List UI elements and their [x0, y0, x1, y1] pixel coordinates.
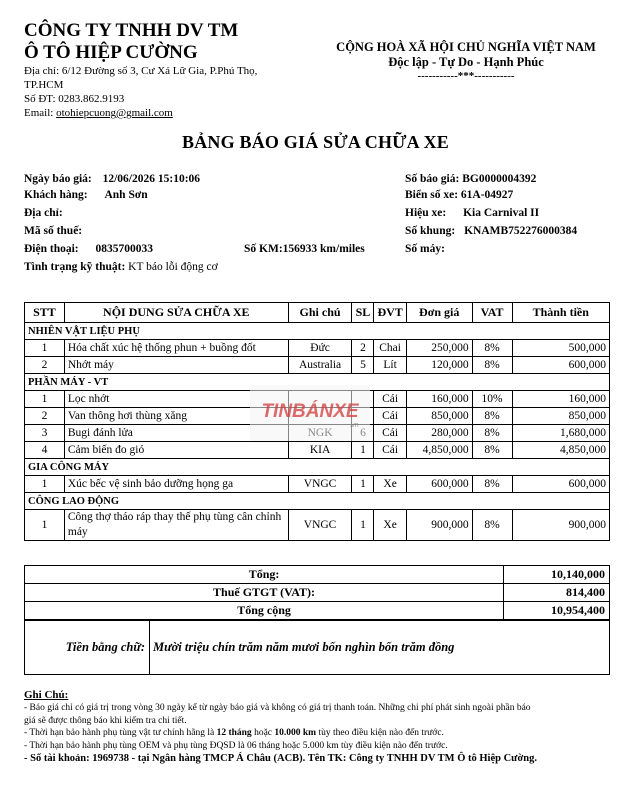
chassis-value: KNAMB752276000384 — [464, 225, 578, 237]
table-row — [25, 340, 610, 357]
notes-line3-c: hoặc — [251, 728, 275, 738]
info-plate — [405, 186, 513, 205]
cell-content: Nhớt máy — [64, 357, 288, 374]
phone-value: 0835700033 — [95, 243, 153, 255]
company-address-line2: TP.HCM — [24, 79, 64, 91]
company-name-line2: Ô TÔ HIỆP CƯỜNG — [24, 42, 198, 63]
header-content: NỘI DUNG SỬA CHỮA XE — [64, 303, 288, 323]
cell-content: Xúc bếc vệ sinh bảo dưỡng họng ga — [64, 476, 288, 493]
date-label: Ngày báo giá: — [24, 173, 92, 185]
watermark-sub: .vn — [349, 422, 359, 429]
cell-vat: 8% — [472, 510, 512, 541]
notes-title: Ghi Chú: — [24, 689, 69, 701]
group-name: NHIÊN VẬT LIỆU PHỤ — [25, 323, 610, 340]
cell-unit: Xe — [374, 510, 406, 541]
national-motto — [326, 40, 606, 82]
info-km — [244, 240, 365, 259]
notes-line4: - Thời hạn bảo hành phụ tùng OEM và phụ tùng ĐQSD là 06 tháng hoặc 5.000 km tùy điều kiện nào đến trước. — [24, 740, 448, 751]
document-title: BẢNG BÁO GIÁ SỬA CHỮA XE — [182, 132, 449, 152]
chassis-label: Số khung: — [405, 225, 456, 237]
table-row — [25, 357, 610, 374]
cell-vat: 8% — [472, 425, 512, 442]
cell-amount: 1,680,000 — [512, 425, 610, 442]
cell-content: Công thợ tháo ráp thay thế phụ tùng cân chỉnh máy — [64, 510, 288, 541]
cell-note: Đức — [288, 340, 352, 357]
table-row — [25, 476, 610, 493]
company-address-line1: Địa chỉ: 6/12 Đường số 3, Cư Xá Lữ Gia, P.Phú Thọ, — [24, 65, 258, 77]
nation-line1: CỘNG HOÀ XÃ HỘI CHỦ NGHĨA VIỆT NAM — [336, 40, 596, 54]
engine-label: Số máy: — [405, 243, 445, 255]
cell-qty: 1 — [352, 510, 374, 541]
condition-label: Tình trạng kỹ thuật: — [24, 261, 126, 273]
info-customer — [24, 186, 148, 205]
company-phone: Số ĐT: 0283.862.9193 — [24, 93, 125, 105]
notes-line3 — [24, 727, 614, 740]
phone-label: Điện thoại: — [24, 243, 79, 255]
words-label: Tiền bằng chữ: — [25, 621, 150, 674]
cell-vat: 8% — [472, 476, 512, 493]
cell-note: KIA — [288, 442, 352, 459]
cell-price: 900,000 — [406, 510, 472, 541]
notes-line3-a: - Thời hạn bảo hành phụ tùng vật tư chính hãng là — [24, 728, 217, 738]
cell-content: Hóa chất xúc hệ thống phun + buồng đốt — [64, 340, 288, 357]
watermark-text: TINBÁNXE — [261, 401, 359, 422]
cell-stt: 2 — [25, 357, 65, 374]
notes-line1: - Báo giá chỉ có giá trị trong vòng 30 ngày kể từ ngày báo giá và không có giá trị thanh toán. Những chi phí phát sinh ngoài phần báo — [24, 703, 531, 713]
cell-price: 600,000 — [406, 476, 472, 493]
tax-label: Mã số thuế: — [24, 225, 83, 237]
table-row — [25, 510, 610, 541]
cell-unit: Lít — [374, 357, 406, 374]
cell-qty: 1 — [352, 442, 374, 459]
company-name-line1: CÔNG TY TNHH DV TM — [24, 20, 239, 41]
cell-content: Cảm biến đo gió — [64, 442, 288, 459]
notes-line3-e: tùy theo điều kiện nào đến trước. — [316, 728, 444, 738]
cell-amount: 160,000 — [512, 391, 610, 408]
cell-vat: 8% — [472, 357, 512, 374]
cell-vat: 8% — [472, 408, 512, 425]
cell-vat: 10% — [472, 391, 512, 408]
subtotal-label: Tổng: — [25, 566, 504, 584]
cell-amount: 4,850,000 — [512, 442, 610, 459]
group-name: GIA CÔNG MÁY — [25, 459, 610, 476]
amount-in-words — [24, 620, 610, 675]
header-vat: VAT — [472, 303, 512, 323]
customer-label: Khách hàng: — [24, 189, 88, 201]
cell-stt: 1 — [25, 391, 65, 408]
plate-value: 61A-04927 — [460, 189, 514, 201]
cell-unit: Cái — [374, 391, 406, 408]
header-unit: ĐVT — [374, 303, 406, 323]
info-tax — [24, 222, 82, 241]
km-value: Số KM:156933 km/miles — [244, 243, 365, 255]
customer-value: Anh Sơn — [104, 189, 148, 201]
notes-line2: giá sẽ được thông báo khi kiểm tra chi tiết. — [24, 715, 187, 726]
table-row — [25, 442, 610, 459]
company-email — [24, 106, 324, 120]
bank-account: - Số tài khoản: 1969738 - tại Ngân hàng TMCP Á Châu (ACB). Tên TK: Công ty TNHH DV TM Ô tô Hiệp Cường. — [24, 753, 537, 764]
vat-label: Thuế GTGT (VAT): — [25, 584, 504, 602]
group-name: CÔNG LAO ĐỘNG — [25, 493, 610, 510]
vat-value: 814,400 — [504, 584, 610, 602]
cell-content: Van thông hơi thùng xăng — [64, 408, 288, 425]
cell-stt: 2 — [25, 408, 65, 425]
info-engine — [405, 240, 445, 259]
cell-price: 850,000 — [406, 408, 472, 425]
cell-stt: 1 — [25, 510, 65, 541]
grand-total-value: 10,954,400 — [504, 602, 610, 620]
cell-unit: Xe — [374, 476, 406, 493]
email-link[interactable]: otohiepcuong@gmail.com — [56, 107, 173, 119]
cell-qty: 1 — [352, 476, 374, 493]
group-row — [25, 493, 610, 510]
cell-note: VNGC — [288, 510, 352, 541]
cell-vat: 8% — [472, 442, 512, 459]
cell-price: 250,000 — [406, 340, 472, 357]
nation-line2: Độc lập - Tự Do - Hạnh Phúc — [388, 55, 544, 69]
quote-no-label: Số báo giá: — [405, 173, 460, 185]
info-phone — [24, 240, 153, 259]
cell-unit: Cái — [374, 425, 406, 442]
cell-amount: 500,000 — [512, 340, 610, 357]
cell-stt: 1 — [25, 340, 65, 357]
cell-note: Australia — [288, 357, 352, 374]
cell-qty: 5 — [352, 357, 374, 374]
info-chassis — [405, 222, 577, 241]
header-amount: Thành tiền — [512, 303, 610, 323]
table-header-row — [25, 303, 610, 323]
quote-no-value: BG0000004392 — [462, 173, 537, 185]
cell-content: Bugi đánh lửa — [64, 425, 288, 442]
cell-note: VNGC — [288, 476, 352, 493]
date-value: 12/06/2026 15:10:06 — [102, 173, 201, 185]
cell-qty: 2 — [352, 340, 374, 357]
cell-amount: 900,000 — [512, 510, 610, 541]
model-label: Hiệu xe: — [405, 207, 447, 219]
company-header — [24, 20, 324, 120]
nation-line3: -----------***----------- — [417, 70, 515, 82]
cell-content: Lọc nhớt — [64, 391, 288, 408]
cell-amount: 600,000 — [512, 476, 610, 493]
notes-line3-b: 12 tháng — [216, 728, 252, 738]
cell-stt: 3 — [25, 425, 65, 442]
cell-price: 280,000 — [406, 425, 472, 442]
group-row — [25, 459, 610, 476]
cell-unit: Cái — [374, 408, 406, 425]
cell-stt: 1 — [25, 476, 65, 493]
grand-total-label: Tổng cộng — [25, 602, 504, 620]
cell-stt: 4 — [25, 442, 65, 459]
address-label: Địa chỉ: — [24, 207, 63, 219]
header-note: Ghi chú — [288, 303, 352, 323]
model-value: Kia Carnival II — [463, 207, 540, 219]
cell-price: 120,000 — [406, 357, 472, 374]
group-name: PHẦN MÁY - VT — [25, 374, 610, 391]
plate-label: Biển số xe: — [405, 189, 459, 201]
watermark-logo — [250, 385, 370, 441]
notes-section — [24, 688, 614, 766]
grand-total-row — [25, 602, 610, 620]
info-condition — [24, 258, 218, 277]
info-address — [24, 204, 63, 223]
header-stt: STT — [25, 303, 65, 323]
cell-unit: Cái — [374, 442, 406, 459]
info-model — [405, 204, 539, 223]
words-value: Mười triệu chín trăm năm mươi bốn nghìn bốn trăm đồng — [153, 640, 455, 654]
notes-line3-d: 10.000 km — [274, 728, 317, 738]
cell-price: 4,850,000 — [406, 442, 472, 459]
vat-row — [25, 584, 610, 602]
subtotal-value: 10,140,000 — [504, 566, 610, 584]
condition-value: KT báo lỗi động cơ — [128, 261, 218, 273]
header-qty: SL — [352, 303, 374, 323]
email-label: Email: — [24, 107, 57, 119]
cell-amount: 600,000 — [512, 357, 610, 374]
cell-unit: Chai — [374, 340, 406, 357]
header-price: Đơn giá — [406, 303, 472, 323]
cell-price: 160,000 — [406, 391, 472, 408]
subtotal-row — [25, 566, 610, 584]
group-row — [25, 323, 610, 340]
cell-vat: 8% — [472, 340, 512, 357]
totals-table — [24, 565, 610, 620]
cell-amount: 850,000 — [512, 408, 610, 425]
